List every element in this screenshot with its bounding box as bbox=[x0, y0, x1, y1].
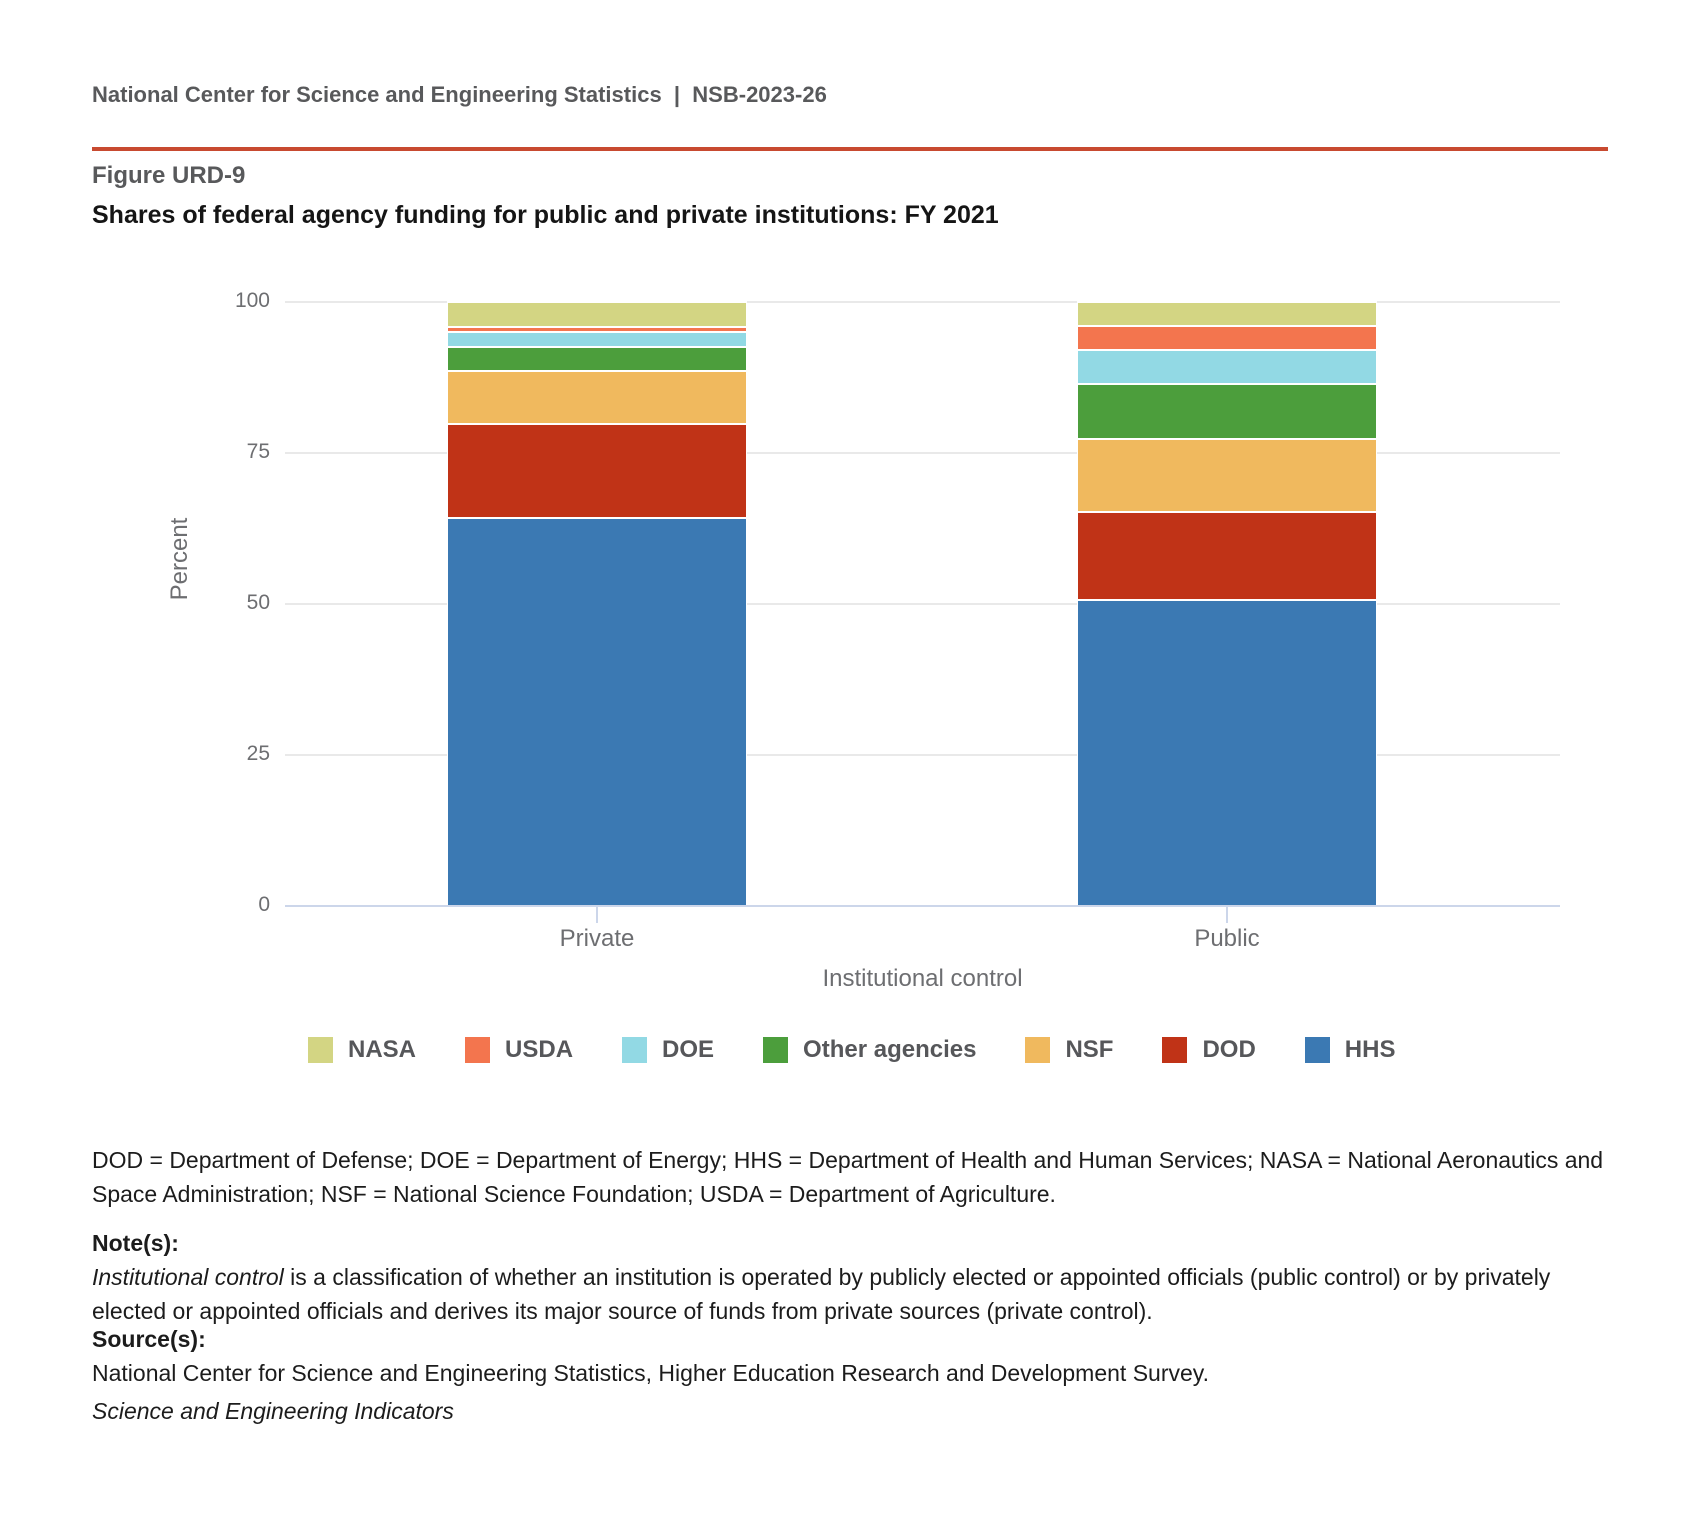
legend-label-nasa: NASA bbox=[348, 1036, 417, 1063]
y-tick-label-50: 50 bbox=[246, 591, 270, 614]
y-axis-title: Percent bbox=[166, 517, 193, 601]
legend-item-nsf bbox=[1025, 1036, 1113, 1064]
indicators-line: Science and Engineering Indicators bbox=[92, 1398, 454, 1424]
legend-item-nasa bbox=[308, 1036, 416, 1064]
x-tick-private bbox=[596, 907, 598, 923]
legend-item-doe bbox=[622, 1036, 714, 1064]
legend-swatch-doe bbox=[622, 1037, 647, 1063]
legend-label-hhs: HHS bbox=[1344, 1036, 1396, 1063]
legend-swatch-hhs bbox=[1305, 1037, 1330, 1063]
segment-private-dod bbox=[447, 423, 747, 517]
x-tick-public bbox=[1226, 907, 1228, 923]
notes-heading: Note(s): bbox=[92, 1230, 179, 1256]
source-text: National Center for Science and Engineering Statistics, Higher Education Research and Development Survey. bbox=[92, 1360, 1209, 1386]
segment-public-hhs bbox=[1077, 599, 1377, 905]
segment-private-hhs bbox=[447, 517, 747, 905]
segment-private-nsf bbox=[447, 370, 747, 423]
segment-public-usda bbox=[1077, 325, 1377, 349]
page-header: National Center for Science and Engineering Statistics | NSB-2023-26 bbox=[92, 82, 827, 107]
legend-swatch-nsf bbox=[1025, 1037, 1050, 1063]
segment-private-doe bbox=[447, 331, 747, 345]
segment-public-nsf bbox=[1077, 438, 1377, 510]
legend-swatch-nasa bbox=[308, 1037, 333, 1063]
stacked-bar-private bbox=[447, 301, 747, 905]
x-axis-title: Institutional control bbox=[822, 965, 1023, 992]
plot-area bbox=[234, 289, 1560, 952]
legend-label-usda: USDA bbox=[505, 1036, 574, 1063]
sources-heading: Source(s): bbox=[92, 1326, 206, 1352]
chart-title: Shares of federal agency funding for public and private institutions: FY 2021 bbox=[92, 201, 999, 229]
y-tick-label-75: 75 bbox=[246, 440, 270, 463]
legend-item-usda bbox=[465, 1036, 573, 1064]
legend-swatch-usda bbox=[465, 1037, 490, 1063]
stacked-bar-public bbox=[1077, 301, 1377, 905]
segment-public-doe bbox=[1077, 349, 1377, 383]
accent-rule bbox=[92, 147, 1608, 151]
category-label-private: Private bbox=[559, 925, 635, 952]
sources-block bbox=[92, 1322, 1608, 1390]
legend-label-nsf: NSF bbox=[1065, 1036, 1114, 1063]
segment-private-other-agencies bbox=[447, 346, 747, 370]
notes-block bbox=[92, 1226, 1608, 1328]
segment-public-dod bbox=[1077, 511, 1377, 599]
category-label-public: Public bbox=[1194, 925, 1260, 952]
legend-swatch-other-agencies bbox=[763, 1037, 788, 1063]
y-tick-label-100: 100 bbox=[234, 289, 270, 312]
x-axis-line bbox=[285, 905, 1560, 907]
figure-label: Figure URD-9 bbox=[92, 162, 246, 189]
segment-public-other-agencies bbox=[1077, 383, 1377, 438]
legend-label-dod: DOD bbox=[1202, 1036, 1256, 1063]
legend-item-other-agencies bbox=[763, 1036, 976, 1064]
abbreviations-note: DOD = Department of Defense; DOE = Department of Energy; HHS = Department of Health and Human Services; NASA = National Aeronautics and Space Administration; NSF = National Science Foundation; USDA = Department of Agriculture. bbox=[92, 1147, 1604, 1207]
legend-label-doe: DOE bbox=[662, 1036, 715, 1063]
legend-item-hhs bbox=[1305, 1036, 1396, 1064]
note-italic-lead: Institutional control bbox=[92, 1264, 284, 1290]
y-tick-label-25: 25 bbox=[246, 742, 270, 765]
legend-label-other-agencies: Other agencies bbox=[803, 1036, 977, 1063]
legend-item-dod bbox=[1162, 1036, 1255, 1064]
legend bbox=[308, 1036, 1395, 1064]
segment-private-nasa bbox=[447, 301, 747, 326]
segment-public-nasa bbox=[1077, 301, 1377, 325]
legend-swatch-dod bbox=[1162, 1037, 1187, 1063]
note-text: is a classification of whether an institution is operated by publicly elected or appointed officials (public control) or by privately elected or appointed officials and derives its major source of funds from private sources (private control). bbox=[92, 1264, 1551, 1324]
y-tick-label-0: 0 bbox=[258, 893, 270, 916]
